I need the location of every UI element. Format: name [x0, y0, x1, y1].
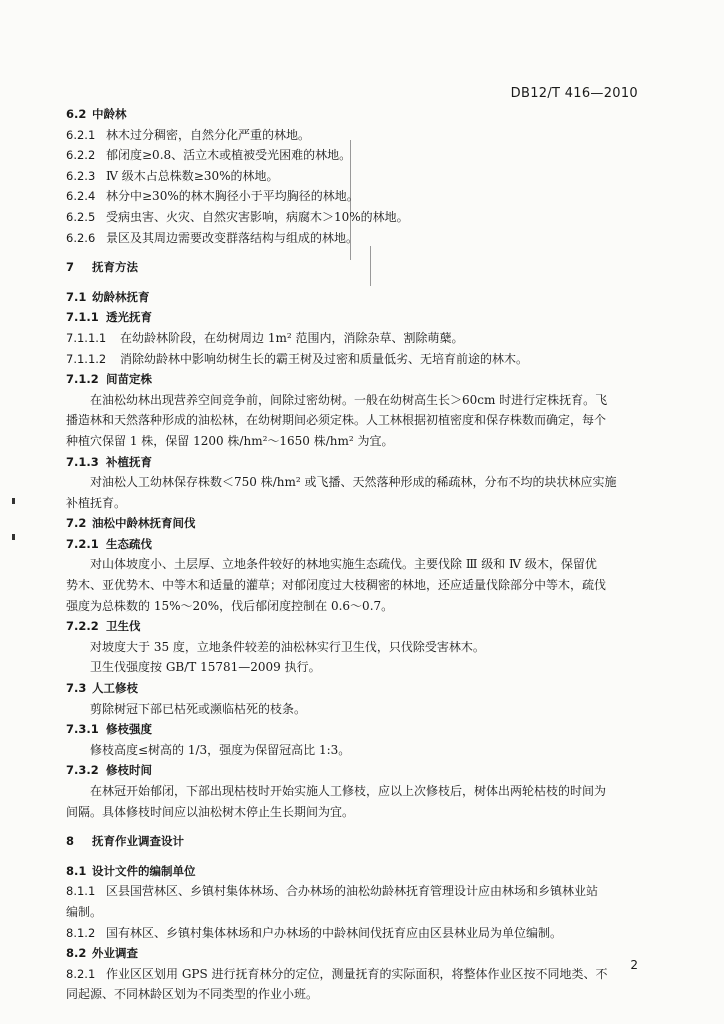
clause: 6.2.6 景区及其周边需要改变群落结构与组成的林地。 [66, 230, 359, 245]
subsection-heading: 7.3.1 修枝强度 [66, 722, 152, 737]
paragraph-line: 势木、亚优势木、中等木和适量的灌草；对郁闭度过大枝稠密的林地，还应适量伐除部分中等木，疏伐 [66, 578, 607, 593]
subsection-heading: 7.1.2 间苗定株 [66, 372, 152, 387]
binding-mark [12, 498, 15, 504]
clause: 8.2.1 作业区区划用 GPS 进行抚育林分的定位，测量抚育的实际面积，将整体作业区按不同地类、不 [66, 966, 608, 981]
clause: 6.2.3 Ⅳ 级木占总株数≥30%的林地。 [66, 168, 279, 183]
clause: 7.1.1.1 在幼龄林阶段，在幼树周边 1m² 范围内，消除杂草、割除萌蘖。 [66, 330, 464, 345]
clause: 6.2.2 郁闭度≥0.8、活立木或植被受光困难的林地。 [66, 148, 352, 163]
paragraph-line: 对坡度大于 35 度，立地条件较差的油松林实行卫生伐，只伐除受害林木。 [90, 639, 485, 654]
paragraph-line: 在林冠开始郁闭，下部出现枯枝时开始实施人工修枝，应以上次修枝后，树体出两轮枯枝的时间为 [90, 784, 607, 798]
paragraph-line: 剪除树冠下部已枯死或濒临枯死的枝条。 [90, 701, 307, 716]
paragraph-line: 对油松人工幼林保存株数＜750 株/hm² 或飞播、天然落种形成的稀疏林，分布不均的块状林应实施 [90, 475, 617, 490]
subsection-heading: 7.1.1 透光抚育 [66, 310, 152, 325]
subsection-heading: 7.1.3 补植抚育 [66, 454, 152, 469]
paragraph-line: 对山体坡度小、土层厚、立地条件较好的林地实施生态疏伐。主要伐除 Ⅲ 级和 Ⅳ 级木，保留优 [90, 557, 597, 572]
subsection-heading: 7.3.2 修枝时间 [66, 763, 152, 778]
clause: 7.1.1.2 消除幼龄林中影响幼树生长的霸王树及过密和质量低劣、无培育前途的林木。 [66, 351, 529, 366]
section-heading: 6.2 中龄林 [66, 107, 127, 121]
clause: 6.2.1 林木过分稠密，自然分化严重的林地。 [66, 127, 311, 142]
clause: 8.1.1 区县国营林区、乡镇村集体林场、合办林场的油松幼龄林抚育管理设计应由林场和乡镇林业站 [66, 884, 599, 899]
section-heading: 8.1 设计文件的编制单位 [66, 863, 196, 878]
paragraph-line: 间隔。具体修枝时间应以油松树木停止生长期间为宜。 [66, 804, 355, 819]
subsection-heading: 7.2.1 生态疏伐 [66, 536, 152, 551]
paragraph-line: 编制。 [66, 904, 103, 919]
paragraph-line: 强度为总株数的 15%～20%，伐后郁闭度控制在 0.6～0.7。 [66, 598, 394, 613]
clause: 6.2.5 受病虫害、火灾、自然灾害影响，病腐木＞10%的林地。 [66, 209, 409, 224]
clause: 8.1.2 国有林区、乡镇村集体林场和户办林场的中龄林间伐抚育应由区县林业局为单位编制。 [66, 925, 563, 940]
paragraph-line: 种植穴保留 1 株，保留 1200 株/hm²～1650 株/hm² 为宜。 [66, 433, 394, 448]
page-number: 2 [630, 958, 638, 972]
subsection-heading: 7.2.2 卫生伐 [66, 619, 141, 634]
document-code: DB12/T 416—2010 [510, 86, 638, 101]
paragraph-line: 卫生伐强度按 GB/T 15781—2009 执行。 [90, 660, 321, 675]
paragraph-line: 播造林和天然落种形成的油松林，在幼树期间必须定株。人工林根据初植密度和保存株数而确定，每个 [66, 413, 607, 428]
chapter-heading: 8 抚育作业调查设计 [66, 834, 184, 849]
section-heading: 7.2 油松中龄林抚育间伐 [66, 516, 196, 531]
paragraph-line: 同起源、不同林龄区划为不同类型的作业小班。 [66, 987, 319, 1002]
section-heading: 8.2 外业调查 [66, 946, 138, 961]
paragraph-line: 在油松幼林出现营养空间竞争前，间除过密幼树。一般在幼树高生长＞60cm 时进行定株抚育。飞 [90, 392, 608, 407]
clause: 6.2.4 林分中≥30%的林木胸径小于平均胸径的林地。 [66, 189, 359, 204]
chapter-heading: 7 抚育方法 [66, 260, 138, 275]
binding-mark [12, 534, 15, 540]
paragraph-line: 补植抚育。 [66, 495, 127, 510]
paragraph-line: 修枝高度≤树高的 1/3，强度为保留冠高比 1:3。 [90, 742, 351, 757]
document-body [66, 104, 646, 1005]
section-heading: 7.1 幼龄林抚育 [66, 289, 150, 304]
section-heading: 7.3 人工修枝 [66, 681, 138, 696]
